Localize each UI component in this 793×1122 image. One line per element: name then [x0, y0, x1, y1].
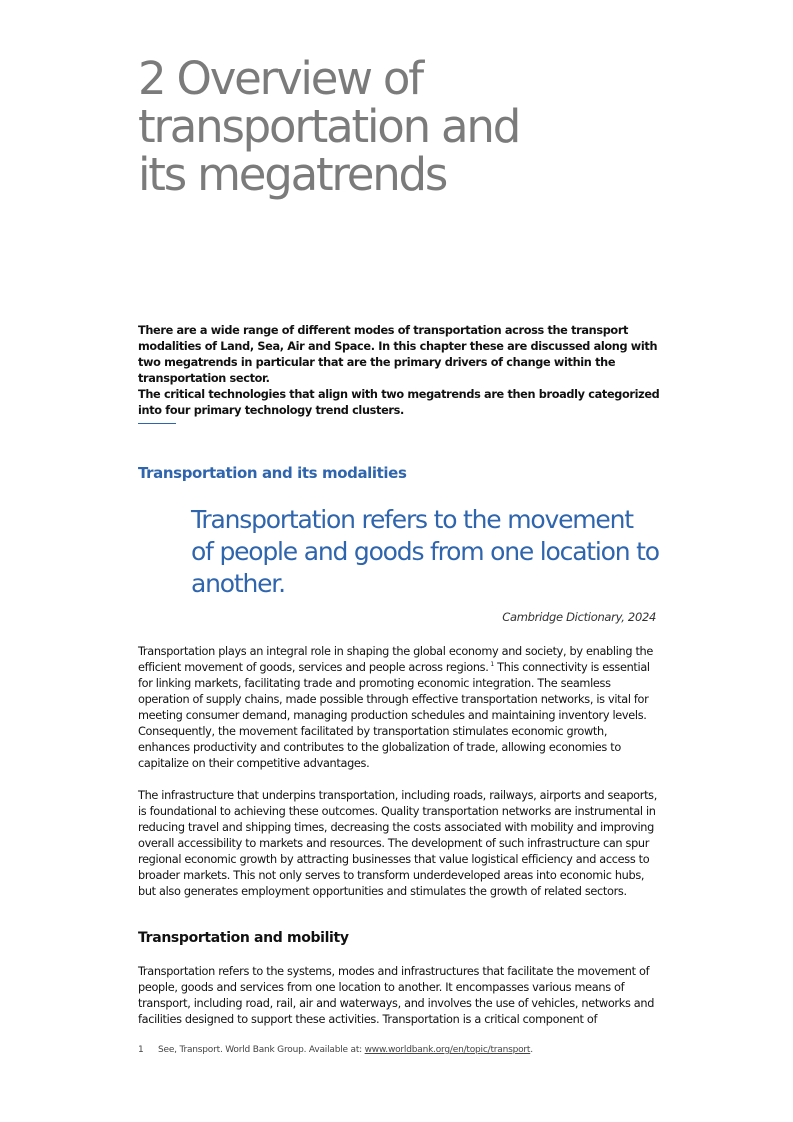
pull-quote: Transportation refers to the movement of people and goods from one location to another.	[191, 505, 659, 598]
body-text-segment: This connectivity is essential for linking markets, facilitating trade and promoting economic integration. The seamless operation of supply chains, made possible through effective transportation networks, is vital for meeting consumer demand, managing production schedules and maintaining inventory levels. Consequently, the movement facilitated by transportation stimulates economic growth, enhances productivity and contributes to the globalization of trade, allowing economies to capitalize on their competitive advantages.	[138, 661, 650, 770]
footnote-end: .	[530, 1045, 533, 1055]
body-paragraph	[138, 644, 660, 772]
chapter-title-line: 2 Overview of	[138, 52, 422, 105]
body-text-segment: Transportation plays an integral role in shaping the global economy and society, by enabling the efficient movement of goods, services and people across regions.	[138, 645, 654, 674]
intro-paragraph: The critical technologies that align with two megatrends are then broadly categorized into four primary technology trend clusters.	[138, 388, 660, 417]
body-paragraph: Transportation refers to the systems, modes and infrastructures that facilitate the movement of people, goods and services from one location to another. It encompasses various means of transport, including road, rail, air and waterways, and involves the use of vehicles, networks and facilities designed to support these activities. Transportation is a critical component of	[138, 965, 655, 1026]
footnote-number: 1	[138, 1045, 144, 1055]
footnote	[138, 1045, 660, 1055]
chapter-title	[138, 52, 558, 201]
body-paragraph: The infrastructure that underpins transportation, including roads, railways, airports and seaports, is foundational to achieving these outcomes. Quality transportation networks are instrumental in reducing travel and shipping times, decreasing the costs associated with mobility and improving overall accessibility to markets and resources. The development of such infrastructure can spur regional economic growth by attracting businesses that value logistical efficiency and access to broader markets. This not only serves to transform underdeveloped areas into economic hubs, but also generates employment opportunities and stimulates the growth of related sectors.	[138, 789, 657, 898]
section-divider	[138, 423, 176, 424]
chapter-title-line: its megatrends	[138, 148, 447, 201]
chapter-title-line: transportation and	[138, 100, 520, 153]
intro-summary	[138, 323, 660, 419]
intro-paragraph: There are a wide range of different modes of transportation across the transport modalities of Land, Sea, Air and Space. In this chapter these are discussed along with two megatrends in particular that are the primary drivers of change within the transportation sector.	[138, 324, 658, 385]
footnote-link[interactable]: www.worldbank.org/en/topic/transport	[364, 1045, 531, 1055]
quote-source: Cambridge Dictionary, 2024	[502, 610, 656, 624]
sub-heading: Transportation and mobility	[138, 930, 349, 946]
section-heading: Transportation and its modalities	[138, 464, 407, 482]
footnote-reference[interactable]: 1	[490, 661, 494, 669]
footnote-text: See, Transport. World Bank Group. Available at:	[158, 1045, 365, 1055]
